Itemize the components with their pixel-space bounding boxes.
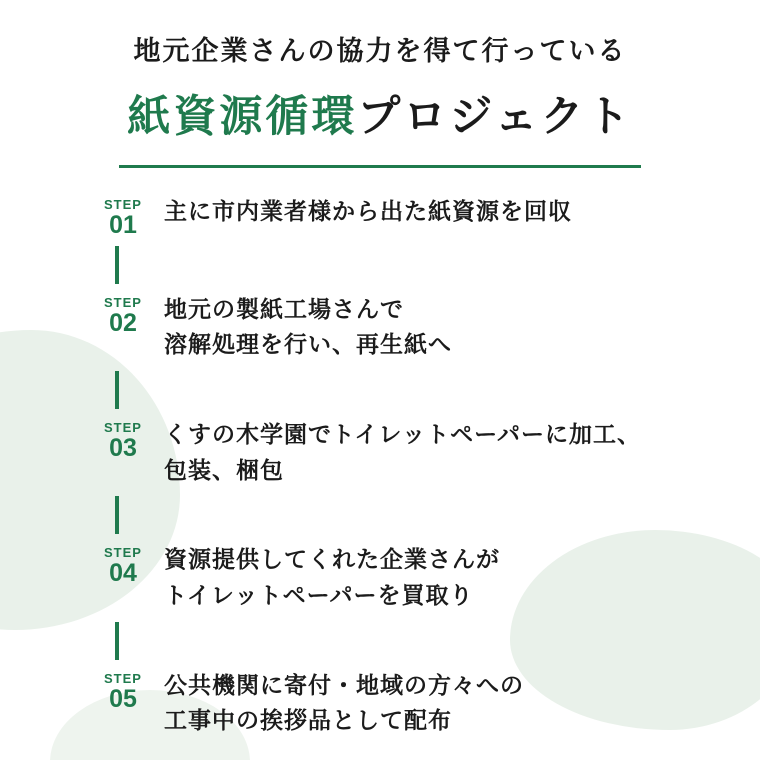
step-text-line: 溶解処理を行い、再生紙へ xyxy=(164,332,452,358)
step-number-block xyxy=(92,668,154,712)
step-text-line: くすの木学園でトイレットペーパーに加工、 xyxy=(164,422,642,448)
page-title-rest: プロジェクト xyxy=(357,94,633,142)
page-title xyxy=(0,91,760,145)
step-item xyxy=(0,542,760,613)
step-text-line: 包装、梱包 xyxy=(164,457,284,483)
step-text-line: トイレットペーパーを買取り xyxy=(164,583,474,609)
step-text-line: 主に市内業者様から出た紙資源を回収 xyxy=(164,198,572,224)
step-item xyxy=(0,194,760,238)
step-number: 01 xyxy=(109,210,137,239)
step-number: 04 xyxy=(109,559,137,588)
step-label: STEP xyxy=(104,294,142,310)
step-number-block xyxy=(92,542,154,586)
step-connector xyxy=(115,246,119,284)
step-description xyxy=(164,194,572,230)
header xyxy=(0,0,760,168)
step-connector xyxy=(115,622,119,660)
step-number-block xyxy=(92,292,154,336)
step-number-block xyxy=(92,417,154,461)
step-description xyxy=(164,668,524,739)
step-text-line: 公共機関に寄付・地域の方々への xyxy=(164,672,524,698)
step-text-line: 工事中の挨拶品として配布 xyxy=(164,708,452,734)
step-description xyxy=(164,417,641,488)
step-item xyxy=(0,417,760,488)
step-connector xyxy=(115,496,119,534)
step-connector xyxy=(115,371,119,409)
step-number: 03 xyxy=(109,434,137,463)
step-number: 05 xyxy=(109,684,137,713)
step-item xyxy=(0,668,760,739)
step-number-block xyxy=(92,194,154,238)
header-subtitle: 地元企業さんの協力を得て行っている xyxy=(133,36,627,66)
step-label: STEP xyxy=(104,420,142,436)
step-text-line: 資源提供してくれた企業さんが xyxy=(164,547,500,573)
page-title-highlight: 紙資源循環 xyxy=(127,94,358,142)
step-label: STEP xyxy=(104,670,142,686)
steps-list xyxy=(0,194,760,739)
step-label: STEP xyxy=(104,545,142,561)
step-label: STEP xyxy=(104,196,142,212)
step-text-line: 地元の製紙工場さんで xyxy=(164,296,404,322)
step-description xyxy=(164,292,452,363)
title-divider xyxy=(119,165,641,168)
step-item xyxy=(0,292,760,363)
step-number: 02 xyxy=(109,308,137,337)
step-description xyxy=(164,542,500,613)
